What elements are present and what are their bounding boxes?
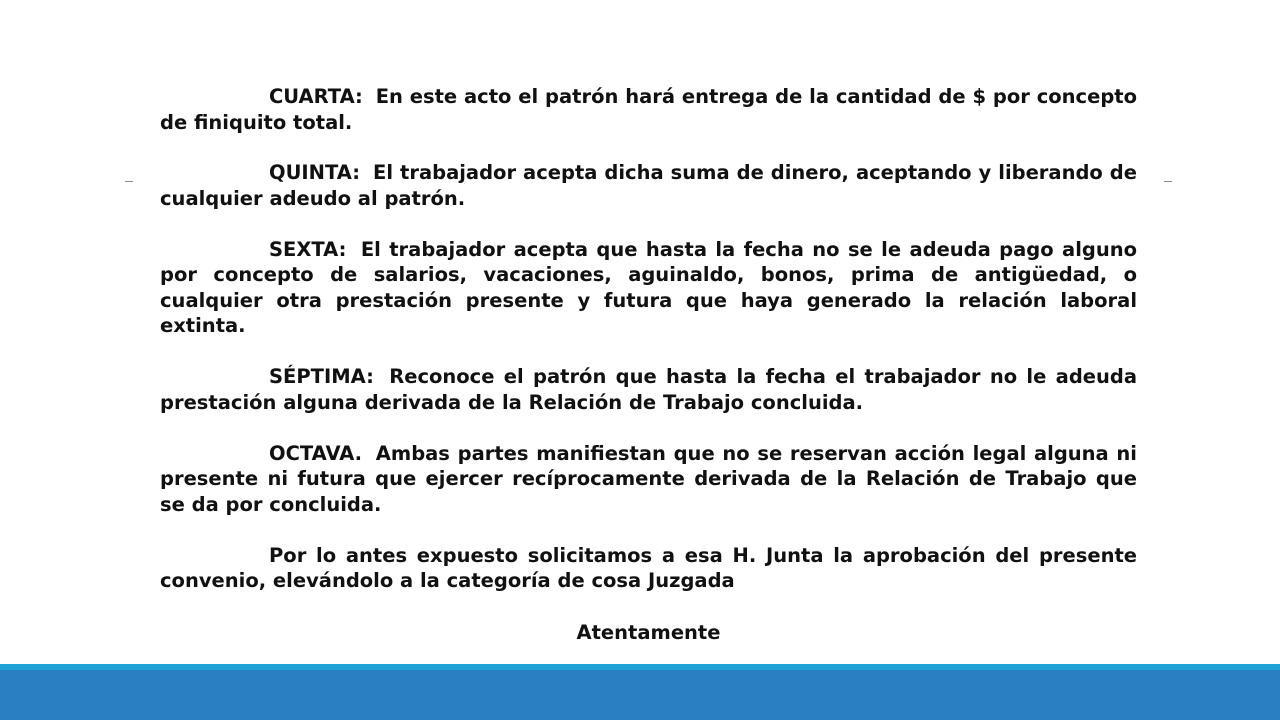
footer-bar bbox=[0, 670, 1280, 720]
document-body bbox=[160, 84, 1137, 619]
clause-octava bbox=[160, 441, 1137, 518]
clause-text: En este acto el patrón hará entrega de la cantidad de $ por concepto de finiquito total. bbox=[160, 85, 1137, 134]
clause-text: El trabajador acepta dicha suma de dinero, aceptando y liberando de cualquier adeudo al patrón. bbox=[160, 161, 1137, 210]
clause-label: OCTAVA. bbox=[269, 441, 363, 465]
left-slide-marker bbox=[125, 181, 133, 182]
clause-cuarta bbox=[160, 84, 1137, 135]
closing-salutation: Atentamente bbox=[576, 621, 721, 644]
clause-label: SEXTA: bbox=[269, 237, 347, 261]
right-slide-marker bbox=[1164, 181, 1172, 182]
clause-quinta bbox=[160, 160, 1137, 211]
clause-label: CUARTA: bbox=[269, 85, 363, 108]
clause-text: Ambas partes manifiestan que no se reservan acción legal alguna ni presente ni futura que ejercer recíprocamente derivada de la Relación de Trabajo que se da por concluida. bbox=[160, 441, 1137, 516]
clause-septima bbox=[160, 364, 1137, 415]
clause-sexta bbox=[160, 237, 1137, 339]
clause-text: Reconoce el patrón que hasta la fecha el trabajador no le adeuda prestación alguna derivada de la Relación de Trabajo concluida. bbox=[160, 365, 1137, 414]
clause-text: El trabajador acepta que hasta la fecha no se le adeuda pago alguno por concepto de salarios, vacaciones, aguinaldo, bonos, prima de antigüedad, o cualquier otra prestación presente y futura que haya generado la relación laboral extinta. bbox=[160, 237, 1137, 337]
clause-label: QUINTA: bbox=[269, 161, 361, 184]
clause-label: SÉPTIMA: bbox=[269, 365, 374, 388]
request-paragraph: Por lo antes expuesto solicitamos a esa H. Junta la aprobación del presente convenio, elevándolo a la categoría de cosa Juzgada bbox=[160, 543, 1137, 592]
